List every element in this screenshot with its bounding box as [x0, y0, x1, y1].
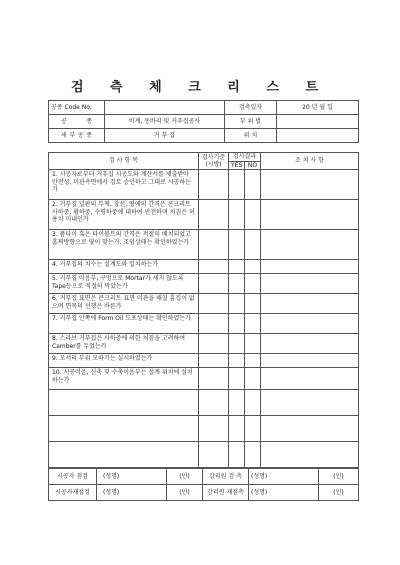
- checklist-row: [49, 368, 359, 390]
- page-title: 검 측 체 크 리 스 트: [70, 80, 330, 95]
- checklist-row: [49, 274, 359, 294]
- checklist-row: [49, 260, 359, 274]
- checklist-item-text: 1. 시공자로부터 거푸집 시공도와 계산서를 제출받아 안전성, 미관측면에서 검토 승인하고 그대로 시공하는가: [49, 170, 199, 200]
- info-table: [48, 100, 359, 143]
- header-action: 조 치 사 항: [261, 153, 359, 170]
- checklist-item-text: 7. 거푸집 안쪽에 Form Oil 도포상태는 확인하였는가: [49, 314, 199, 334]
- criteria-cell[interactable]: [199, 334, 229, 354]
- checklist-item-text: 9. 모서리 부위 모따기는 실시하였는가: [49, 354, 199, 368]
- action-cell[interactable]: [261, 334, 359, 354]
- yes-cell[interactable]: [229, 314, 245, 334]
- action-cell[interactable]: [261, 442, 359, 468]
- checklist-row: [49, 200, 359, 230]
- no-cell[interactable]: [245, 416, 261, 442]
- yes-cell[interactable]: [229, 354, 245, 368]
- checklist-row: [49, 334, 359, 354]
- header-item: 검 사 항 목: [49, 153, 199, 170]
- no-cell[interactable]: [245, 390, 261, 416]
- checklist-item-text: 6. 거푸집 표면은 콘크리트 표면 미관을 해칠 흠집이 없으며 면목의 선행은 바른가: [49, 294, 199, 314]
- supervisor-recheck-seal[interactable]: (인): [319, 485, 359, 501]
- checklist-item-text: 4. 거푸집의 치수는 설계도와 일치하는가: [49, 260, 199, 274]
- checklist-row: [49, 354, 359, 368]
- checklist-item-text: 8. 스라브 거푸집은 사하중에 의한 처짐을 고려하여 Camber를 두었는가: [49, 334, 199, 354]
- location-value[interactable]: [277, 129, 359, 143]
- supervisor-check-seal[interactable]: (인): [319, 469, 359, 485]
- contractor-recheck-name[interactable]: (성명): [97, 485, 167, 501]
- code-value[interactable]: [105, 101, 225, 115]
- sign-table: [48, 468, 359, 501]
- action-cell[interactable]: [261, 200, 359, 230]
- date-value[interactable]: 20 년 월 일: [277, 101, 359, 115]
- work-type-value[interactable]: 비계, 동바리 및 거푸집공사: [105, 115, 225, 129]
- date-label: 검측일자: [225, 101, 277, 115]
- action-cell[interactable]: [261, 354, 359, 368]
- criteria-cell[interactable]: [199, 294, 229, 314]
- header-criteria-text: 검사기준 (시방): [201, 154, 226, 169]
- no-cell[interactable]: [245, 200, 261, 230]
- location-label: 위 치: [225, 129, 277, 143]
- no-cell[interactable]: [245, 368, 261, 390]
- checklist-blank-row: [49, 416, 359, 442]
- no-cell[interactable]: [245, 274, 261, 294]
- action-cell[interactable]: [261, 416, 359, 442]
- no-cell[interactable]: [245, 354, 261, 368]
- contractor-check-name[interactable]: (성명): [97, 469, 167, 485]
- checklist-item-text: 10. 시공이음, 신축 및 수축이음부는 설계 위치에 설치하는가: [49, 368, 199, 390]
- criteria-cell[interactable]: [199, 260, 229, 274]
- checklist-header-row: [49, 153, 359, 162]
- checklist-row: [49, 230, 359, 260]
- yes-cell[interactable]: [229, 170, 245, 200]
- yes-cell[interactable]: [229, 416, 245, 442]
- contractor-recheck-label: 시공자재점검: [49, 485, 97, 501]
- action-cell[interactable]: [261, 274, 359, 294]
- no-cell[interactable]: [245, 260, 261, 274]
- no-cell[interactable]: [245, 442, 261, 468]
- work-type-label: 공 종: [49, 115, 105, 129]
- criteria-cell[interactable]: [199, 368, 229, 390]
- header-result: 검사결과: [229, 153, 261, 162]
- criteria-cell[interactable]: [199, 170, 229, 200]
- no-cell[interactable]: [245, 170, 261, 200]
- action-cell[interactable]: [261, 368, 359, 390]
- checklist-table: [48, 152, 359, 468]
- supervisor-check-label: 감리원 검 측: [203, 469, 249, 485]
- blank-item-cell[interactable]: [49, 390, 199, 416]
- blank-item-cell[interactable]: [49, 416, 199, 442]
- action-cell[interactable]: [261, 230, 359, 260]
- sub-type-label: 세 부 공 종: [49, 129, 105, 143]
- yes-cell[interactable]: [229, 294, 245, 314]
- no-cell[interactable]: [245, 230, 261, 260]
- contractor-check-label: 시공자 점검: [49, 469, 97, 485]
- supervisor-recheck-label: 감리원 재점측: [203, 485, 249, 501]
- criteria-cell[interactable]: [199, 200, 229, 230]
- yes-cell[interactable]: [229, 260, 245, 274]
- action-cell[interactable]: [261, 314, 359, 334]
- checklist-item-text: 2. 거푸집 널판의 두께, 장선, 띵에의 간격은 콘크리트 사하중, 활하중, 수평하중에 대하여 안전하며 처짐은 허용치 미내인가: [49, 200, 199, 230]
- action-cell[interactable]: [261, 390, 359, 416]
- yes-cell[interactable]: [229, 200, 245, 230]
- checklist-blank-row: [49, 442, 359, 468]
- action-cell[interactable]: [261, 260, 359, 274]
- header-no: NO: [245, 161, 261, 170]
- contractor-check-seal[interactable]: (인): [167, 469, 203, 485]
- yes-cell[interactable]: [229, 334, 245, 354]
- checklist-item-text: 3. 폼타이 혹은 타이볼트의 간격은 적절히 배치되었고 홈찌방향으로 옆이 맞는가. 조임상태는 확인하였는가: [49, 230, 199, 260]
- info-row-work-type: [49, 115, 359, 129]
- code-label: 공종 Code No.: [49, 101, 105, 115]
- yes-cell[interactable]: [229, 442, 245, 468]
- sign-row-2: [49, 485, 359, 501]
- criteria-cell[interactable]: [199, 230, 229, 260]
- sub-type-value[interactable]: 거 푸 집: [105, 129, 225, 143]
- sign-row-1: [49, 469, 359, 485]
- info-row-sub-type: [49, 129, 359, 143]
- checklist-item-text: 5. 거푸집 이음부, 구멍으로 Mortar가 새지 않도록 Tape등으로 적절히 막았는가: [49, 274, 199, 294]
- info-row-code: [49, 101, 359, 115]
- yes-cell[interactable]: [229, 390, 245, 416]
- criteria-cell[interactable]: [199, 354, 229, 368]
- checklist-row: [49, 170, 359, 200]
- supervisor-check-name[interactable]: (성명): [249, 469, 319, 485]
- no-cell[interactable]: [245, 334, 261, 354]
- supervisor-recheck-name[interactable]: (성명): [249, 485, 319, 501]
- blank-item-cell[interactable]: [49, 442, 199, 468]
- criteria-cell[interactable]: [199, 416, 229, 442]
- checklist-blank-row: [49, 390, 359, 416]
- criteria-cell[interactable]: [199, 314, 229, 334]
- contractor-recheck-seal[interactable]: (인): [167, 485, 203, 501]
- yes-cell[interactable]: [229, 274, 245, 294]
- yes-cell[interactable]: [229, 368, 245, 390]
- checklist-row: [49, 294, 359, 314]
- criteria-cell[interactable]: [199, 390, 229, 416]
- checklist-row: [49, 314, 359, 334]
- action-cell[interactable]: [261, 294, 359, 314]
- header-yes: YES: [229, 161, 245, 170]
- no-cell[interactable]: [245, 294, 261, 314]
- part-value[interactable]: [277, 115, 359, 129]
- header-criteria: [199, 153, 229, 170]
- yes-cell[interactable]: [229, 230, 245, 260]
- action-cell[interactable]: [261, 170, 359, 200]
- criteria-cell[interactable]: [199, 442, 229, 468]
- part-label: 부 위 별: [225, 115, 277, 129]
- criteria-cell[interactable]: [199, 274, 229, 294]
- no-cell[interactable]: [245, 314, 261, 334]
